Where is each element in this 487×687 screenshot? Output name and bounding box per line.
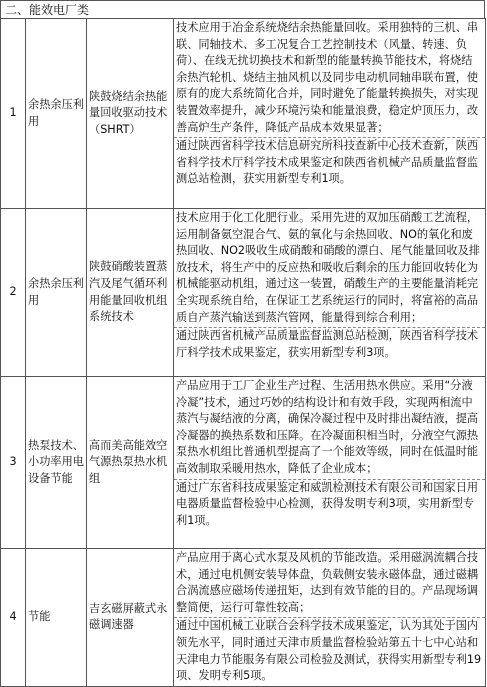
product-table <box>0 18 486 687</box>
table-row <box>1 377 486 549</box>
row-index: 4 <box>1 549 26 687</box>
row-index: 3 <box>1 377 26 549</box>
section-title: 二、能效电厂类 <box>0 0 485 18</box>
row-index: 2 <box>1 209 26 377</box>
row-description <box>174 549 486 687</box>
row-field: 节能 <box>26 549 87 687</box>
row-desc-text: 技术应用于冶金系统烧结余热能量回收。采用独特的三机、串联、同轴技术、多工况复合工艺控制技术（风量、转速、负荷）、在线无扰切换技术和新型的能量转换节能技术，将烧结余热汽轮机、烧结主抽风机以及同步电动机同轴串联布置，使原有的庞大系统简化合并，同时避免了能量转换损失，对实现装置效率提升，减少环境污染和能量浪费，稳定炉顶压力，改善高炉生产条件，降低产品成本效果显著； <box>176 21 479 134</box>
row-index: 1 <box>1 19 26 209</box>
row-cert-text: 通过陕西省科学技术信息研究所科技查新中心技术查新，陕西省科学技术厅科学技术成果鉴定和陕西省机械产品质量监督监测总站检测，获实用新型专利1项。 <box>174 137 485 188</box>
row-tech: 吉玄磁屏蔽式永磁调速器 <box>87 549 174 687</box>
row-description <box>174 377 486 549</box>
row-tech: 陕鼓硝酸装置蒸汽及尾气循环利用能量回收机组系统技术 <box>87 209 174 377</box>
row-field: 余热余压利用 <box>26 19 87 209</box>
table-row <box>1 549 486 687</box>
row-desc-text: 产品应用于离心式水泵及风机的节能改造。采用磁涡流耦合技术，通过电机侧安装导体盘，负载侧安装永磁体盘，通过磁耦合涡流感应磁场传递扭矩，达到有效节能的目的。产品现场调整简便，运行可靠性较高； <box>176 551 479 614</box>
row-field: 余热余压利用 <box>26 209 87 377</box>
row-description <box>174 19 486 209</box>
table-row <box>1 209 486 377</box>
row-tech: 高而美高能效空气源热泵热水机组 <box>87 377 174 549</box>
row-description <box>174 209 486 377</box>
row-field: 热泵技术、小功率用电设备节能 <box>26 377 87 549</box>
row-cert-text: 通过陕西省机械产品质量监督监测总站检测，陕西省科学技术厅科学技术成果鉴定，获实用新型专利3项。 <box>174 327 485 361</box>
table-row <box>1 19 486 209</box>
row-tech: 陕鼓烧结余热能量回收驱动技术（SHRT） <box>87 19 174 209</box>
row-cert-text: 通过中国机械工业联合会科学技术成果鉴定，认为其处于国内领先水平，同时通过天津市质量监督检验站第五十七中心站和天津电力节能服务有限公司检验及测试，获得实用新型专利19项、发明专利5项。 <box>174 617 485 684</box>
row-desc-text: 产品应用于工厂企业生产过程、生活用热水供应。采用“分液冷凝”技术，通过巧妙的结构设计和有效手段，实现两相流中蒸汽与凝结液的分离，确保冷凝过程中及时排出凝结液，提高冷凝器的换热系数和压降。在冷凝面积相当时，分液空气源热泵热水机组比普通机型提高了一个能效等级，同时在低温时能高效制取采暖用热水，降低了企业成本； <box>176 379 479 475</box>
row-desc-text: 技术应用于化工化肥行业。采用先进的双加压硝酸工艺流程，运用制备氨空混合气、氨的氧化与余热回收、NO的氧化和废热回收、NO2吸收生成硝酸和硝酸的漂白、尾气能量回收及排放技术，将生产中的反应热和吸收后剩余的压力能回收转化为机械能驱动机组，通过这一装置，硝酸生产的主要能量消耗完全实现系统自给，在保证工艺系统运行的同时，将富裕的高品质自产蒸汽输送到蒸汽管网，能量得到综合利用； <box>176 211 480 324</box>
row-cert-text: 通过广东省科技成果鉴定和威凯检测技术有限公司和国家日用电器质量监督检验中心检测，获得发明专利3项，实用新型专利1项。 <box>174 479 485 530</box>
